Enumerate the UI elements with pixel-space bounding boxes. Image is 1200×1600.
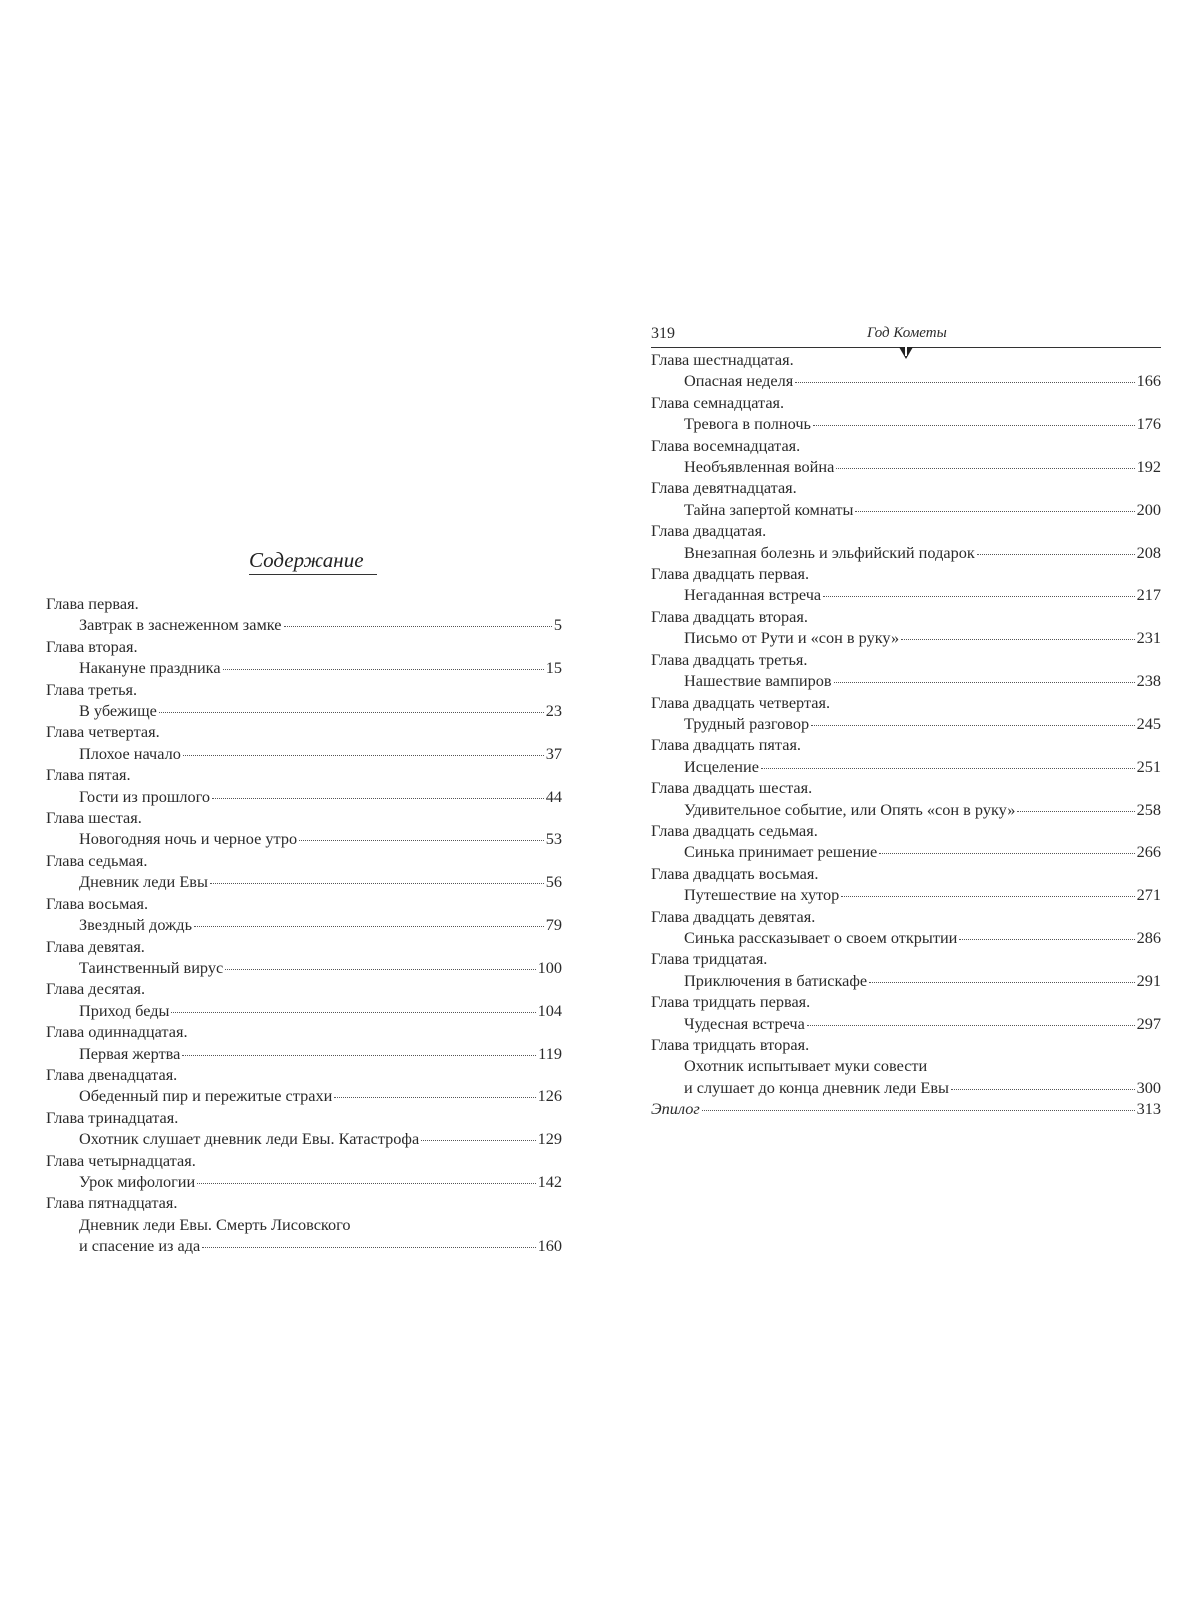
entry-title: Внезапная болезнь и эльфийский подарок	[684, 542, 975, 562]
toc-entry	[651, 841, 1161, 862]
entry-title: Нашествие вампиров	[684, 671, 832, 691]
running-head	[651, 327, 1161, 348]
toc-entry	[651, 1013, 1161, 1034]
entry-page-number: 291	[1136, 970, 1161, 990]
toc-entry	[46, 1235, 562, 1256]
dot-leader	[1017, 810, 1134, 812]
entry-page-number: 200	[1136, 499, 1161, 519]
chapter-heading: Глава тринадцатая.	[46, 1107, 179, 1127]
chapter-heading: Глава пятая.	[46, 765, 131, 785]
entry-page-number: 79	[545, 915, 562, 935]
toc-list-right	[651, 349, 1161, 1120]
entry-page-number: 166	[1136, 371, 1161, 391]
chapter-heading: Глава тридцатая.	[651, 949, 768, 969]
entry-title: Охотник слушает дневник леди Евы. Катастрофа	[79, 1129, 420, 1149]
toc-entry	[651, 884, 1161, 905]
dot-leader	[761, 767, 1135, 769]
toc-entry	[46, 614, 562, 635]
entry-page-number: 176	[1136, 414, 1161, 434]
chapter-heading: Глава двадцать вторая.	[651, 606, 808, 626]
chapter-heading: Глава двадцать девятая.	[651, 906, 816, 926]
dot-leader	[334, 1096, 535, 1098]
chapter-heading: Глава двадцать пятая.	[651, 735, 802, 755]
book-title: Год Кометы	[867, 325, 947, 341]
dot-leader	[194, 925, 544, 927]
entry-title: Звездный дождь	[79, 915, 193, 935]
toc-entry	[651, 1077, 1161, 1098]
entry-title: Тайна запертой комнаты	[684, 499, 854, 519]
dot-leader	[183, 754, 544, 756]
toc-entry	[46, 914, 562, 935]
dot-leader	[225, 968, 535, 970]
entry-page-number: 126	[537, 1086, 562, 1106]
chapter-heading: Глава двадцать восьмая.	[651, 863, 819, 883]
dot-leader	[813, 424, 1135, 426]
dot-leader	[869, 981, 1134, 983]
chapter-heading: Глава девятнадцатая.	[651, 478, 797, 498]
entry-title: Тревога в полночь	[684, 414, 811, 434]
toc-entry	[46, 786, 562, 807]
entry-page-number: 297	[1136, 1013, 1161, 1033]
entry-page-number: 238	[1136, 671, 1161, 691]
dot-leader	[823, 595, 1134, 597]
entry-title: Чудесная встреча	[684, 1013, 805, 1033]
entry-title: Приход беды	[79, 1000, 170, 1020]
dot-leader	[212, 797, 544, 799]
entry-title: Новогодняя ночь и черное утро	[79, 829, 298, 849]
entry-page-number: 313	[1136, 1099, 1161, 1119]
toc-entry	[651, 499, 1161, 520]
page-number: 319	[651, 325, 675, 342]
entry-title: Письмо от Рути и «сон в руку»	[684, 628, 900, 648]
chapter-heading: Глава вторая.	[46, 636, 138, 656]
chapter-heading: Глава двадцать четвертая.	[651, 692, 831, 712]
entry-page-number: 271	[1136, 885, 1161, 905]
toc-entry	[46, 828, 562, 849]
entry-title: Первая жертва	[79, 1043, 181, 1063]
chapter-heading: Глава двадцатая.	[651, 521, 767, 541]
entry-page-number: 23	[545, 701, 562, 721]
dot-leader	[702, 1109, 1135, 1111]
entry-title: и слушает до конца дневник леди Евы	[684, 1077, 949, 1097]
chapter-heading: Глава двадцать третья.	[651, 649, 808, 669]
dot-leader	[834, 681, 1135, 683]
entry-title: Плохое начало	[79, 743, 181, 763]
entry-page-number: 208	[1136, 542, 1161, 562]
entry-page-number: 251	[1136, 756, 1161, 776]
toc-entry	[46, 743, 562, 764]
dot-leader	[159, 711, 544, 713]
dot-leader	[182, 1054, 536, 1056]
entry-title: Опасная неделя	[684, 371, 794, 391]
dot-leader	[202, 1246, 535, 1248]
toc-entry	[46, 700, 562, 721]
toc-title: Содержание	[249, 548, 377, 575]
entry-title: Удивительное событие, или Опять «сон в руку»	[684, 799, 1016, 819]
entry-title: Синька рассказывает о своем открытии	[684, 927, 958, 947]
toc-entry	[46, 1128, 562, 1149]
toc-entry	[651, 970, 1161, 991]
entry-page-number: 266	[1136, 842, 1161, 862]
dot-leader	[299, 839, 544, 841]
chapter-heading: Глава пятнадцатая.	[46, 1193, 178, 1213]
epilogue-title: Эпилог	[651, 1099, 700, 1119]
entry-page-number: 53	[545, 829, 562, 849]
chapter-heading: Глава четырнадцатая.	[46, 1150, 196, 1170]
dot-leader	[421, 1139, 535, 1141]
dot-leader	[795, 381, 1134, 383]
right-page	[651, 327, 1161, 1120]
left-page	[46, 548, 562, 1257]
entry-page-number: 286	[1136, 927, 1161, 947]
entry-page-number: 192	[1136, 457, 1161, 477]
chapter-heading: Глава двенадцатая.	[46, 1064, 178, 1084]
dot-leader	[879, 852, 1134, 854]
toc-entry	[651, 627, 1161, 648]
entry-title-line: Охотник испытывает муки совести	[684, 1056, 928, 1076]
entry-title: Гости из прошлого	[79, 786, 211, 806]
toc-entry	[651, 456, 1161, 477]
dot-leader	[841, 895, 1134, 897]
entry-title: Трудный разговор	[684, 713, 810, 733]
toc-entry	[46, 1000, 562, 1021]
entry-title: Накануне праздника	[79, 658, 221, 678]
chapter-heading: Глава тридцать вторая.	[651, 1035, 810, 1054]
chapter-heading: Глава двадцать седьмая.	[651, 820, 818, 840]
entry-page-number: 245	[1136, 713, 1161, 733]
chapter-heading: Глава одиннадцатая.	[46, 1022, 188, 1042]
toc-entry	[651, 927, 1161, 948]
entry-page-number: 15	[545, 658, 562, 678]
chapter-heading: Глава седьмая.	[46, 850, 148, 870]
entry-title: Урок мифологии	[79, 1171, 196, 1191]
chapter-heading: Глава первая.	[46, 594, 139, 613]
chapter-heading: Глава шестая.	[46, 808, 142, 828]
entry-title: Синька принимает решение	[684, 842, 878, 862]
toc-entry	[651, 584, 1161, 605]
dot-leader	[284, 625, 552, 627]
dot-leader	[836, 467, 1134, 469]
dot-leader	[811, 724, 1134, 726]
entry-page-number: 129	[537, 1129, 562, 1149]
toc-entry	[651, 713, 1161, 734]
entry-page-number: 142	[537, 1171, 562, 1191]
entry-page-number: 56	[545, 872, 562, 892]
entry-page-number: 44	[545, 786, 562, 806]
entry-page-number: 100	[537, 957, 562, 977]
entry-title: В убежище	[79, 701, 157, 721]
dot-leader	[959, 938, 1134, 940]
toc-entry	[651, 542, 1161, 563]
dot-leader	[951, 1088, 1135, 1090]
entry-page-number: 37	[545, 743, 562, 763]
toc-entry	[46, 1043, 562, 1064]
entry-title: Таинственный вирус	[79, 957, 224, 977]
entry-title: Дневник леди Евы	[79, 872, 208, 892]
toc-entry	[651, 756, 1161, 777]
chapter-heading: Глава девятая.	[46, 936, 145, 956]
dot-leader	[901, 638, 1134, 640]
toc-entry	[46, 957, 562, 978]
dot-leader	[807, 1024, 1135, 1026]
chapter-heading: Глава тридцать первая.	[651, 992, 811, 1012]
dot-leader	[171, 1011, 535, 1013]
dot-leader	[977, 553, 1135, 555]
toc-list-left	[46, 593, 562, 1257]
chapter-heading: Глава восемнадцатая.	[651, 435, 801, 455]
entry-title: Негаданная встреча	[684, 585, 822, 605]
toc-entry	[651, 413, 1161, 434]
toc-entry	[46, 1171, 562, 1192]
entry-title: и спасение из ада	[79, 1236, 201, 1256]
chapter-heading: Глава четвертая.	[46, 722, 160, 742]
entry-page-number: 258	[1136, 799, 1161, 819]
chapter-heading: Глава третья.	[46, 679, 138, 699]
entry-title: Исцеление	[684, 756, 759, 776]
toc-entry	[46, 657, 562, 678]
dot-leader	[197, 1182, 535, 1184]
entry-page-number: 231	[1136, 628, 1161, 648]
toc-entry	[651, 370, 1161, 391]
chapter-heading: Глава двадцать первая.	[651, 564, 810, 584]
entry-page-number: 160	[537, 1236, 562, 1256]
entry-title: Приключения в батискафе	[684, 970, 868, 990]
entry-title-line: Дневник леди Евы. Смерть Лисовского	[79, 1214, 351, 1234]
entry-page-number: 217	[1136, 585, 1161, 605]
dot-leader	[210, 882, 544, 884]
chapter-heading: Глава семнадцатая.	[651, 392, 785, 412]
entry-page-number: 300	[1136, 1077, 1161, 1097]
entry-title: Необъявленная война	[684, 457, 835, 477]
chapter-heading: Глава восьмая.	[46, 893, 149, 913]
toc-entry	[651, 670, 1161, 691]
ornament-icon	[899, 347, 913, 359]
entry-page-number: 104	[537, 1000, 562, 1020]
dot-leader	[855, 510, 1134, 512]
entry-title: Завтрак в заснеженном замке	[79, 615, 282, 635]
toc-entry	[46, 871, 562, 892]
entry-page-number: 5	[553, 615, 562, 635]
toc-entry	[651, 799, 1161, 820]
entry-page-number: 119	[538, 1043, 562, 1063]
chapter-heading: Глава десятая.	[46, 979, 146, 999]
chapter-heading: Глава шестнадцатая.	[651, 350, 794, 369]
entry-title: Обеденный пир и пережитые страхи	[79, 1086, 333, 1106]
dot-leader	[223, 668, 544, 670]
chapter-heading: Глава двадцать шестая.	[651, 778, 813, 798]
toc-entry-epilogue	[651, 1098, 1161, 1119]
toc-entry	[46, 1085, 562, 1106]
entry-title: Путешествие на хутор	[684, 885, 840, 905]
